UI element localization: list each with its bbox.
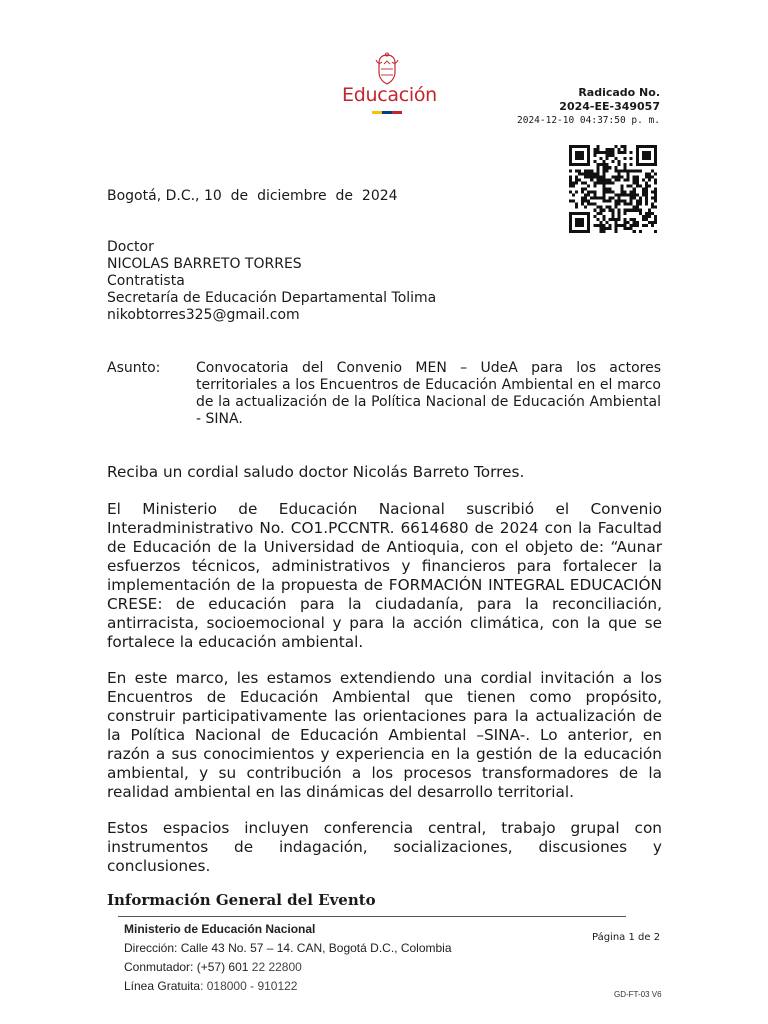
addressee-entity: Secretaría de Educación Departamental Tolima bbox=[107, 290, 437, 306]
flag-blue bbox=[382, 111, 392, 114]
flag-stripe bbox=[372, 111, 402, 114]
footer-divider bbox=[118, 916, 626, 917]
logo-wordmark: Educación bbox=[342, 84, 437, 106]
coat-of-arms-icon bbox=[372, 52, 402, 86]
addressee-email: nikobtorres325@gmail.com bbox=[107, 307, 300, 323]
filing-datetime: 2024-12-10 04:37:50 p. m. bbox=[517, 115, 660, 126]
footer-contact bbox=[124, 920, 452, 996]
place-date: Bogotá, D.C., 10 de diciembre de 2024 bbox=[107, 188, 398, 204]
footer-free-line bbox=[124, 977, 452, 996]
footer-address bbox=[124, 939, 452, 958]
addressee-name: NICOLAS BARRETO TORRES bbox=[107, 256, 302, 272]
addressee-title: Doctor bbox=[107, 239, 154, 255]
qr-code bbox=[569, 145, 657, 233]
addressee-block bbox=[107, 239, 436, 324]
body-paragraph: Estos espacios incluyen conferencia central, trabajo grupal con instrumentos de indagación, socializaciones, discusiones y conclusiones. bbox=[107, 819, 662, 875]
footer-free-label: Línea Gratuita bbox=[124, 979, 201, 993]
form-code: GD-FT-03 V6 bbox=[614, 990, 662, 999]
body-paragraph: El Ministerio de Educación Nacional suscribió el Convenio Interadministrativo No. CO1.PCCNTR. 6614680 de 2024 con la Facultad de Educación de la Universidad de Antioquia, con el objeto de: “Aunar esfuerzos técnicos, administrativos y financieros para fortalecer la implementación de la propuesta de FORMACIÓN INTEGRAL EDUCACIÓN CRESE: de educación para la ciudadanía, para la reconciliación, antirracista, socioemocional y para la acción climática, con la que se fortalece la educación ambiental. bbox=[107, 500, 662, 651]
footer-address-label: Dirección: bbox=[124, 941, 178, 955]
flag-red bbox=[392, 111, 402, 114]
footer-address-value: Calle 43 No. 57 – 14. CAN, Bogotá D.C., Colombia bbox=[180, 941, 452, 955]
footer-free-number: : 018000 - 910122 bbox=[200, 979, 298, 993]
filing-number: 2024-EE-349057 bbox=[559, 100, 660, 113]
addressee-role: Contratista bbox=[107, 273, 185, 289]
flag-yellow bbox=[372, 111, 382, 114]
greeting: Reciba un cordial saludo doctor Nicolás Barreto Torres. bbox=[107, 463, 525, 481]
footer-phone bbox=[124, 958, 452, 977]
footer-phone-number: 22 22800 bbox=[251, 960, 302, 974]
subject-text: Convocatoria del Convenio MEN – UdeA para los actores territoriales a los Encuentros de Educación Ambiental en el marco de la actualización de la Política Nacional de Educación Ambiental - SINA. bbox=[196, 360, 661, 427]
filing-label: Radicado No. bbox=[578, 86, 660, 99]
footer-phone-prefix: (+57) 601 bbox=[196, 960, 249, 974]
ministry-logo bbox=[340, 52, 436, 118]
footer-phone-label: Conmutador: bbox=[124, 960, 194, 974]
footer-org: Ministerio de Educación Nacional bbox=[124, 922, 316, 936]
filing-info bbox=[517, 86, 660, 128]
page-number: Página 1 de 2 bbox=[592, 932, 661, 943]
section-heading: Información General del Evento bbox=[107, 891, 376, 909]
subject-label: Asunto: bbox=[107, 360, 161, 376]
body-paragraph: En este marco, les estamos extendiendo una cordial invitación a los Encuentros de Educación Ambiental que tienen como propósito, construir participativamente las orientaciones para la actualización de la Política Nacional de Educación Ambiental –SINA-. Lo anterior, en razón a sus conocimientos y experiencia en la gestión de la educación ambiental, y su contribución a los procesos transformadores de la realidad ambiental en las dinámicas del desarrollo territorial. bbox=[107, 669, 662, 801]
